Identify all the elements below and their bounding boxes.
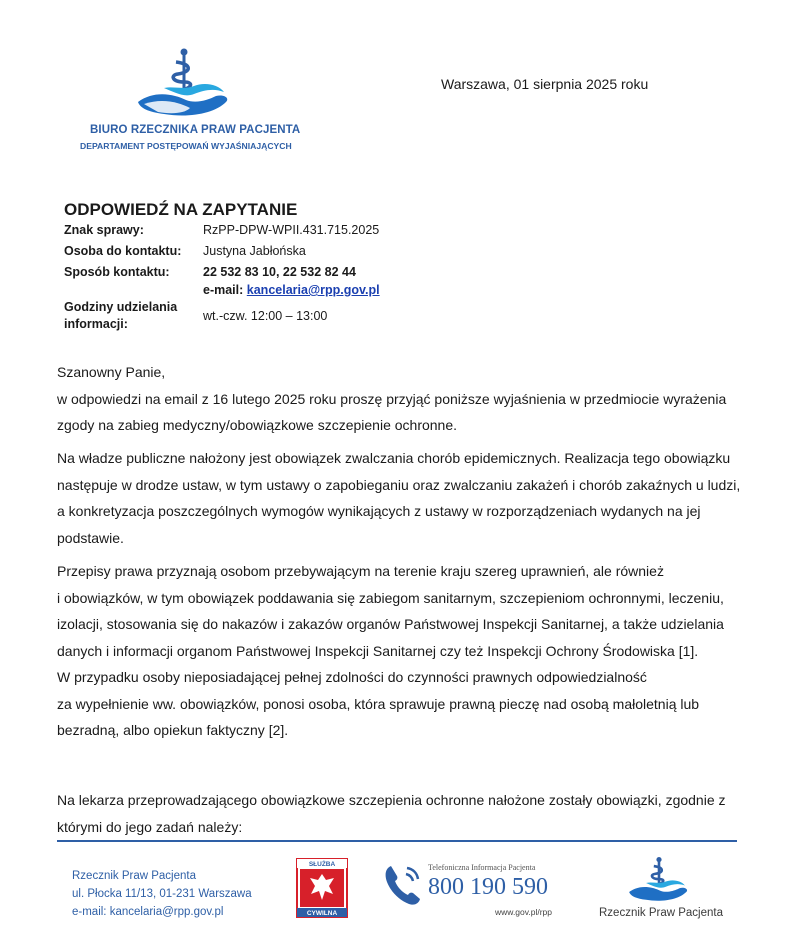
- footer-address: [72, 867, 252, 921]
- badge-bottom-text: CYWILNA: [306, 910, 338, 917]
- department-name: DEPARTAMENT POSTĘPOWAŃ WYJAŚNIAJĄCYCH: [80, 141, 292, 151]
- rpp-logo: [80, 48, 310, 158]
- paragraph-line: Na władze publiczne nałożony jest obowiązek zwalczania chorób epidemicznych. Realizacja tego obowiązku: [57, 450, 731, 466]
- badge-top-text: SŁUŻBA: [308, 861, 336, 868]
- org-name: BIURO RZECZNIKA PRAW PACJENTA: [90, 124, 301, 136]
- letter-date: Warszawa, 01 sierpnia 2025 roku: [441, 76, 649, 92]
- paragraph-line: za wypełnienie ww. obowiązków, ponosi osoba, która sprawuje prawną pieczę nad osobą małoletnią lub: [57, 695, 700, 712]
- patient-helpline: [383, 860, 573, 924]
- helpline-label: Telefoniczna Informacja Pacjenta: [428, 863, 536, 872]
- website-link[interactable]: www.gov.pl/rpp: [495, 907, 553, 917]
- email-prefix: e-mail:: [203, 283, 244, 297]
- paragraph-line: w odpowiedzi na email z 16 lutego 2025 roku proszę przyjąć poniższe wyjaśnienia w przedmiocie wyrażenia: [57, 390, 727, 407]
- salutation-block: [57, 359, 737, 439]
- document-title: ODPOWIEDŹ NA ZAPYTANIE: [64, 200, 298, 219]
- civil-service-eagle-icon: [296, 858, 348, 918]
- paragraph-line: zgody na zabieg medyczny/obowiązkowe szczepienie ochronne.: [57, 417, 458, 433]
- case-number-value: RzPP-DPW-WPII.431.715.2025: [203, 223, 380, 237]
- hours-label-line1: Godziny udzielania: [64, 300, 178, 314]
- footer-street: ul. Płocka 11/13, 01-231 Warszawa: [72, 888, 252, 900]
- paragraph-line: którymi do jego zadań należy:: [57, 818, 243, 835]
- paragraph-line: Przepisy prawa przyznają osobom przebywającym na terenie kraju szereg uprawnień, ale również: [57, 563, 664, 579]
- hours-label-line2: informacji:: [64, 317, 128, 331]
- footer-logo-name: Rzecznik Praw Pacjenta: [599, 907, 723, 919]
- case-number-label: Znak sprawy:: [64, 223, 144, 237]
- caduceus-hands-icon: [624, 857, 694, 905]
- contact-phones: 22 532 83 10, 22 532 82 44: [203, 265, 356, 279]
- salutation: Szanowny Panie,: [57, 364, 166, 380]
- telephone-icon: [383, 862, 423, 908]
- footer-email: e-mail: kancelaria@rpp.gov.pl: [72, 906, 224, 918]
- paragraph-2: [57, 445, 741, 551]
- footer-org: Rzecznik Praw Pacjenta: [72, 870, 196, 882]
- civil-service-badge: [296, 858, 348, 918]
- paragraph-line: W przypadku osoby nieposiadającej pełnej zdolności do czynności prawnych odpowiedzialność: [57, 669, 647, 685]
- paragraph-line: danych i informacji organom Państwowej Inspekcji Sanitarnej czy też Inspekcji Ochrony Środowiska [1].: [57, 642, 699, 659]
- email-link[interactable]: kancelaria@rpp.gov.pl: [246, 283, 380, 297]
- contact-person-label: Osoba do kontaktu:: [64, 244, 182, 258]
- paragraph-line: bezradną, albo opiekun faktyczny [2].: [57, 722, 289, 738]
- paragraph-line: i obowiązków, w tym obowiązek poddawania się zabiegom sanitarnym, szczepieniom ochronnymi, leczeniu,: [57, 589, 724, 606]
- footer-logo: [596, 857, 726, 923]
- footer-divider: [57, 840, 737, 842]
- contact-method-label: Sposób kontaktu:: [64, 265, 170, 279]
- paragraph-line: izolacji, stosowania się do nakazów i zakazów organów Państwowej Inspekcji Sanitarnej, a także udzielania: [57, 616, 724, 632]
- paragraph-line: następuje w drodze ustaw, w tym ustawy o zapobieganiu oraz zwalczaniu zakażeń i chorób zakaźnych u ludzi,: [57, 476, 741, 493]
- contact-person-value: Justyna Jabłońska: [203, 244, 306, 258]
- paragraph-line: podstawie.: [57, 529, 124, 546]
- hours-value: wt.-czw. 12:00 – 13:00: [203, 309, 328, 323]
- paragraph-3: [57, 558, 737, 744]
- caduceus-hands-icon: [134, 48, 234, 122]
- paragraph-line: Na lekarza przeprowadzającego obowiązkowe szczepienia ochronne nałożone zostały obowiązki, zgodnie z: [57, 792, 726, 808]
- paragraph-4: [57, 787, 737, 840]
- paragraph-line: a konkretyzacja poszczególnych wymogów wynikających z ustawy w rozporządzeniach wydanych na jej: [57, 503, 701, 519]
- helpline-number[interactable]: 800 190 590: [428, 874, 548, 900]
